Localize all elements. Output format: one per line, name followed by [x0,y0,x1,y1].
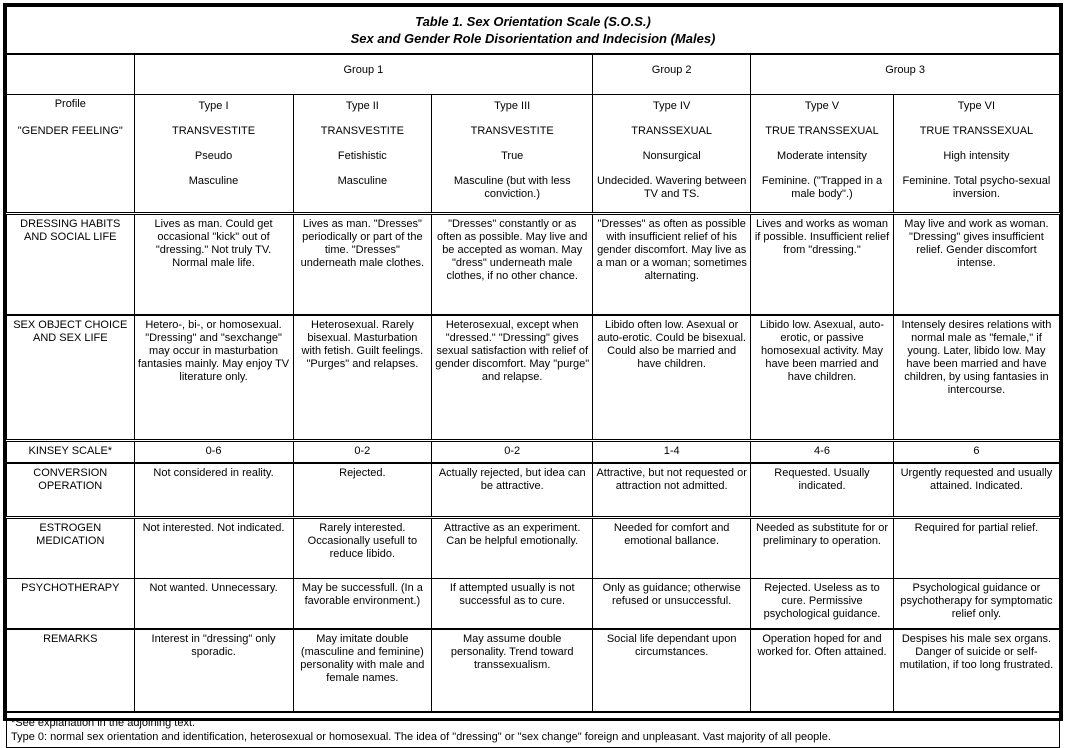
matrix-cell: Despises his male sex organs. Danger of suicide or self-mutilation, if too long frustrated. [893,629,1059,712]
matrix-cell: Lives as man. Could get occasional "kick" out of "dressing." Not truly TV. Normal male life. [134,214,293,316]
type-subtype: Pseudo [194,150,233,162]
sex-object-choice-row [7,315,1060,441]
footnotes-row [7,712,1060,748]
title-row [7,7,1060,55]
matrix-cell: Libido often low. Asexual or auto-erotic. Could be bisexual. Could also be married and have children. [593,315,751,441]
type-feeling: Masculine (but with less conviction.) [453,175,571,200]
matrix-cell: Only as guidance; otherwise refused or unsuccessful. [593,579,751,630]
type-3-header-cell [432,95,593,214]
matrix-cell: Not considered in reality. [134,463,293,518]
type-name: TRANSVESTITE [320,125,404,137]
type-number: Type VI [957,100,996,112]
matrix-cell: 0-2 [432,441,593,464]
matrix-cell: Heterosexual. Rarely bisexual. Masturbation with fetish. Guilt feelings. "Purges" and relapses. [293,315,432,441]
matrix-cell: Operation hoped for and worked for. Often attained. [751,629,894,712]
matrix-cell: Rejected. Useless as to cure. Permissive psychological guidance. [751,579,894,630]
group-2-header: Group 2 [593,54,751,95]
dressing-habits-row [7,214,1060,316]
matrix-cell: May assume double personality. Trend toward transsexualism. [432,629,593,712]
matrix-cell: Intensely desires relations with normal male as "female," if young. Later, libido low. May have been married and have children, by using fantasies in intercourse. [893,315,1059,441]
footnote-type-0: Type 0: normal sex orientation and identification, heterosexual or homosexual. The idea of "dressing" or "sex change" foreign and unpleasant. Vast majority of all people. [11,731,831,743]
matrix-cell: If attempted usually is not successful as to cure. [432,579,593,630]
row-label: KINSEY SCALE* [7,441,135,464]
profile-label: Profile [54,98,86,110]
matrix-cell: Needed as substitute for or preliminary to operation. [751,518,894,579]
matrix-cell: May be successfull. (In a favorable environment.) [293,579,432,630]
group-1-header: Group 1 [134,54,593,95]
matrix-cell: Attractive, but not requested or attraction not admitted. [593,463,751,518]
matrix-cell: 1-4 [593,441,751,464]
type-feeling: Feminine. Total psycho-sexual inversion. [902,175,1051,200]
group-header-row [7,54,1060,95]
footnotes-cell [7,712,1060,748]
matrix-cell: 6 [893,441,1059,464]
type-name: TRUE TRANSSEXUAL [765,125,879,137]
row-label: PSYCHOTHERAPY [7,579,135,630]
matrix-cell: "Dresses" constantly or as often as possible. May live and be accepted as woman. May "dress" underneath male clothes, if no other chance. [432,214,593,316]
type-5-header-cell [751,95,894,214]
conversion-operation-row [7,463,1060,518]
type-subtype: High intensity [943,150,1010,162]
type-feeling: Masculine [337,175,388,187]
row-label: DRESSING HABITS AND SOCIAL LIFE [7,214,135,316]
matrix-cell: Required for partial relief. [893,518,1059,579]
remarks-row [7,629,1060,712]
matrix-cell: Heterosexual, except when "dressed." "Dressing" gives sexual satisfaction with relief of gender discomfort. May "purge" and relapse. [432,315,593,441]
type-4-header-cell [593,95,751,214]
sos-table [6,6,1060,748]
matrix-cell: Lives as man. "Dresses" periodically or part of the time. "Dresses" underneath male clothes. [293,214,432,316]
type-number: Type IV [653,100,691,112]
matrix-cell: Rejected. [293,463,432,518]
psychotherapy-row [7,579,1060,630]
table-outer-frame [3,3,1063,743]
matrix-cell: "Dresses" as often as possible with insufficient relief of his gender discomfort. May live as a man or a woman; sometimes alternating. [593,214,751,316]
type-6-header-cell [893,95,1059,214]
matrix-cell: Needed for comfort and emotional ballance. [593,518,751,579]
type-number: Type V [804,100,840,112]
matrix-cell: Rarely interested. Occasionally usefull to reduce libido. [293,518,432,579]
row-label: SEX OBJECT CHOICE AND SEX LIFE [7,315,135,441]
matrix-cell: Hetero-, bi-, or homosexual. "Dressing" and "sexchange" may occur in masturbation fantasies mainly. May enjoy TV literature only. [134,315,293,441]
matrix-cell: 0-2 [293,441,432,464]
type-feeling: Feminine. ("Trapped in a male body".) [761,175,883,200]
type-number: Type I [198,100,229,112]
type-name: TRANSVESTITE [171,125,256,137]
type-subtype: Nonsurgical [642,150,701,162]
type-header-row [7,95,1060,214]
matrix-cell: 4-6 [751,441,894,464]
estrogen-medication-row [7,518,1060,579]
type-2-header-cell [293,95,432,214]
type-number: Type II [345,100,379,112]
matrix-cell: Not interested. Not indicated. [134,518,293,579]
title-cell [7,7,1060,55]
type-subtype: Fetishistic [337,150,387,162]
corner-cell [7,54,135,95]
type-number: Type III [494,100,531,112]
type-name: TRANSSEXUAL [631,125,712,137]
table-title: Table 1. Sex Orientation Scale (S.O.S.) [415,14,651,29]
matrix-cell: Requested. Usually indicated. [751,463,894,518]
matrix-cell: Lives and works as woman if possible. Insufficient relief from "dressing." [751,214,894,316]
matrix-cell: May imitate double (masculine and feminine) personality with male and female names. [293,629,432,712]
row-label: REMARKS [7,629,135,712]
matrix-cell: Psychological guidance or psychotherapy for symptomatic relief only. [893,579,1059,630]
row-label: ESTROGEN MEDICATION [7,518,135,579]
matrix-cell: Urgently requested and usually attained. Indicated. [893,463,1059,518]
profile-header-cell [7,95,135,214]
table-subtitle: Sex and Gender Role Disorientation and Indecision (Males) [350,31,716,46]
matrix-cell: Not wanted. Unnecessary. [134,579,293,630]
matrix-cell: Attractive as an experiment. Can be helpful emotionally. [432,518,593,579]
type-feeling: Masculine [188,175,239,187]
type-feeling: Undecided. Wavering between TV and TS. [596,175,747,200]
type-subtype: Moderate intensity [777,150,867,162]
matrix-cell: Social life dependant upon circumstances. [593,629,751,712]
type-name: TRANSVESTITE [470,125,554,137]
group-3-header: Group 3 [751,54,1060,95]
type-subtype: True [501,150,524,162]
gender-feeling-label: "GENDER FEELING" [17,125,123,137]
matrix-cell: Actually rejected, but idea can be attractive. [432,463,593,518]
row-label: CONVERSION OPERATION [7,463,135,518]
type-1-header-cell [134,95,293,214]
matrix-cell: Interest in "dressing" only sporadic. [134,629,293,712]
matrix-cell: May live and work as woman. "Dressing" gives insufficient relief. Gender discomfort intense. [893,214,1059,316]
kinsey-scale-row [7,441,1060,464]
type-name: TRUE TRANSSEXUAL [919,125,1034,137]
matrix-cell: Libido low. Asexual, auto-erotic, or passive homosexual activity. May have been married and have children. [751,315,894,441]
matrix-cell: 0-6 [134,441,293,464]
footnote-see-explanation: *See explanation in the adjoining text. [11,717,196,729]
